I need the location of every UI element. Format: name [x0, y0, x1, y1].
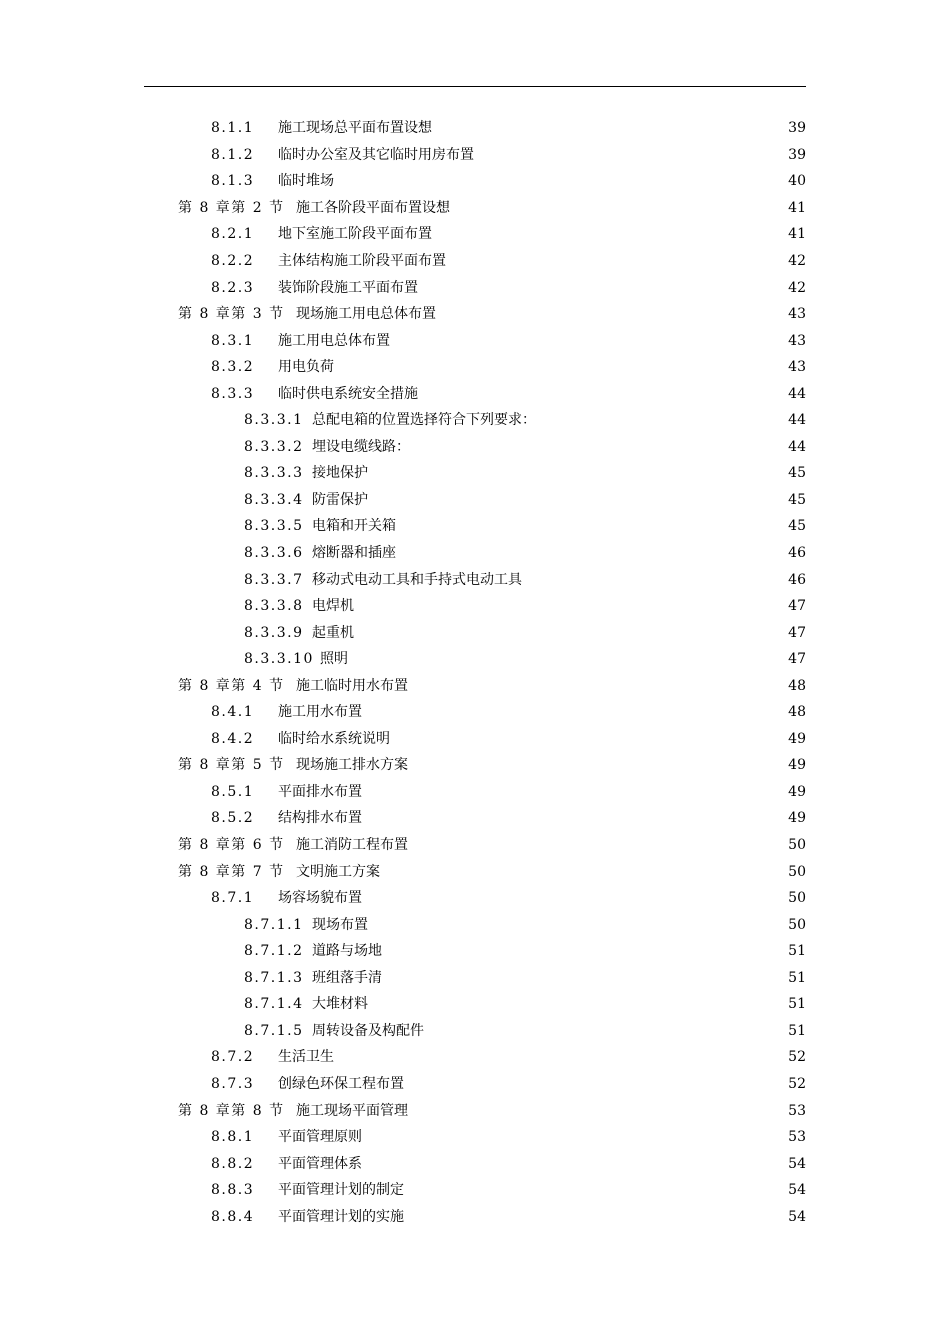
toc-dot-leader — [412, 839, 774, 853]
toc-entry-title: 电箱和开关箱 — [312, 518, 396, 535]
toc-entry-page-number: 39 — [788, 120, 806, 137]
toc-entry-page-number: 51 — [788, 996, 806, 1013]
toc-entry[interactable] — [0, 513, 950, 540]
toc-dot-leader — [540, 414, 774, 428]
toc-entry[interactable] — [0, 965, 950, 992]
toc-entry-number: 8.3.3 — [211, 385, 255, 402]
toc-dot-leader — [428, 1025, 774, 1039]
toc-entry-page-number: 45 — [788, 491, 806, 508]
toc-entry-page-number: 43 — [788, 306, 806, 323]
toc-entry[interactable] — [0, 938, 950, 965]
toc-entry-title: 主体结构施工阶段平面布置 — [278, 253, 446, 269]
toc-entry-title: 装饰阶段施工平面布置 — [278, 279, 418, 296]
toc-entry-number: 8.3.3.3 — [244, 465, 304, 482]
toc-entry-number: 8.7.1.2 — [244, 943, 304, 960]
toc-entry-number: 8.8.2 — [211, 1155, 255, 1172]
toc-entry[interactable] — [0, 885, 950, 912]
toc-entry[interactable] — [0, 1018, 950, 1045]
toc-entry[interactable] — [0, 327, 950, 354]
toc-entry-number: 8.2.3 — [211, 279, 255, 296]
table-of-contents — [0, 115, 950, 1230]
toc-dot-leader — [338, 175, 774, 189]
toc-entry-number: 第 8 章第 7 节 — [178, 863, 285, 880]
toc-entry[interactable] — [0, 646, 950, 673]
toc-entry[interactable] — [0, 805, 950, 832]
toc-entry-page-number: 52 — [788, 1075, 806, 1092]
toc-entry[interactable] — [0, 911, 950, 938]
toc-entry-page-number: 46 — [788, 571, 806, 588]
toc-entry-title: 施工各阶段平面布置设想 — [296, 199, 450, 216]
toc-entry[interactable] — [0, 832, 950, 859]
toc-entry[interactable] — [0, 301, 950, 328]
toc-dot-leader — [440, 308, 774, 322]
toc-entry-page-number: 51 — [788, 1022, 806, 1039]
toc-entry-page-number: 49 — [788, 757, 806, 774]
toc-dot-leader — [436, 122, 774, 136]
toc-entry-title: 平面管理体系 — [278, 1155, 362, 1172]
toc-entry-page-number: 53 — [788, 1129, 806, 1146]
toc-entry-number: 8.7.3 — [211, 1075, 255, 1092]
toc-entry-page-number: 43 — [788, 332, 806, 349]
toc-entry[interactable] — [0, 168, 950, 195]
toc-entry[interactable] — [0, 672, 950, 699]
toc-dot-leader — [436, 228, 774, 242]
toc-entry-number: 8.1.2 — [211, 146, 255, 163]
toc-entry[interactable] — [0, 221, 950, 248]
toc-entry-number: 8.7.1 — [211, 890, 255, 907]
toc-entry-number: 8.7.2 — [211, 1049, 255, 1066]
toc-dot-leader — [338, 1051, 774, 1065]
toc-entry-title: 熔断器和插座 — [312, 545, 396, 562]
toc-entry[interactable] — [0, 699, 950, 726]
toc-entry-page-number: 54 — [788, 1208, 806, 1225]
toc-entry-title: 地下室施工阶段平面布置 — [278, 226, 432, 243]
toc-entry[interactable] — [0, 248, 950, 275]
toc-entry[interactable] — [0, 1097, 950, 1124]
toc-entry-title: 创绿色环保工程布置 — [278, 1075, 404, 1092]
toc-entry[interactable] — [0, 407, 950, 434]
toc-entry-number: 8.1.3 — [211, 173, 255, 190]
toc-dot-leader — [422, 388, 774, 402]
toc-dot-leader — [338, 361, 774, 375]
toc-entry-title: 临时供电系统安全措施 — [278, 385, 418, 402]
toc-entry-page-number: 42 — [788, 279, 806, 296]
toc-entry-title: 施工现场总平面布置设想 — [278, 120, 432, 137]
toc-entry-number: 8.1.1 — [211, 120, 255, 137]
toc-entry-title: 用电负荷 — [278, 359, 334, 376]
toc-dot-leader — [412, 1105, 774, 1119]
toc-entry[interactable] — [0, 115, 950, 142]
toc-entry-page-number: 41 — [788, 226, 806, 243]
toc-dot-leader — [386, 945, 774, 959]
toc-entry-number: 8.8.1 — [211, 1129, 255, 1146]
toc-dot-leader — [372, 998, 774, 1012]
toc-entry-number: 8.3.3.7 — [244, 571, 304, 588]
toc-entry-page-number: 44 — [788, 385, 806, 402]
toc-entry-title: 班组落手清 — [312, 969, 382, 986]
toc-entry-number: 8.7.1.3 — [244, 969, 304, 986]
toc-entry-page-number: 50 — [788, 863, 806, 880]
toc-entry[interactable] — [0, 779, 950, 806]
toc-entry-number: 8.3.3.1 — [244, 412, 304, 429]
toc-entry-number: 8.2.2 — [211, 253, 255, 269]
toc-dot-leader — [408, 1184, 774, 1198]
toc-entry-title: 电焊机 — [312, 598, 354, 615]
toc-entry-page-number: 44 — [788, 412, 806, 429]
toc-dot-leader — [394, 335, 774, 349]
toc-entry-title: 施工用电总体布置 — [278, 332, 390, 349]
toc-entry-title: 临时给水系统说明 — [278, 730, 390, 747]
toc-entry-page-number: 50 — [788, 890, 806, 907]
toc-entry-number: 8.3.1 — [211, 332, 255, 349]
toc-entry[interactable] — [0, 1071, 950, 1098]
toc-entry-number: 8.8.3 — [211, 1182, 255, 1199]
toc-entry-number: 8.8.4 — [211, 1208, 255, 1225]
toc-entry-number: 8.4.2 — [211, 730, 255, 747]
toc-entry[interactable] — [0, 354, 950, 381]
toc-entry-title: 平面排水布置 — [278, 783, 362, 800]
toc-dot-leader — [414, 441, 774, 455]
toc-entry-title: 现场施工用电总体布置 — [296, 306, 436, 323]
toc-entry-page-number: 50 — [788, 837, 806, 854]
toc-entry-title: 大堆材料 — [312, 996, 368, 1013]
toc-entry-number: 8.5.1 — [211, 783, 255, 800]
toc-entry[interactable] — [0, 487, 950, 514]
toc-entry-page-number: 44 — [788, 438, 806, 455]
toc-entry-page-number: 50 — [788, 916, 806, 933]
toc-entry-number: 8.7.1.5 — [244, 1022, 304, 1039]
toc-dot-leader — [366, 812, 774, 826]
toc-entry-number: 第 8 章第 2 节 — [178, 199, 285, 216]
toc-entry-title: 周转设备及构配件 — [312, 1022, 424, 1039]
toc-entry-number: 第 8 章第 5 节 — [178, 757, 285, 774]
toc-entry-number: 8.3.3.8 — [244, 598, 304, 615]
toc-entry-title: 埋设电缆线路： — [312, 438, 410, 455]
toc-entry[interactable] — [0, 752, 950, 779]
toc-entry-title: 生活卫生 — [278, 1049, 334, 1066]
toc-entry-page-number: 43 — [788, 359, 806, 376]
toc-dot-leader — [366, 892, 774, 906]
toc-entry-page-number: 42 — [788, 253, 806, 269]
toc-entry-title: 接地保护 — [312, 465, 368, 482]
toc-entry-title: 平面管理计划的实施 — [278, 1208, 404, 1225]
toc-entry-number: 8.7.1.4 — [244, 996, 304, 1013]
toc-dot-leader — [366, 706, 774, 720]
toc-entry[interactable] — [0, 619, 950, 646]
toc-entry-number: 第 8 章第 3 节 — [178, 306, 285, 323]
toc-entry[interactable] — [0, 1044, 950, 1071]
toc-dot-leader — [400, 520, 774, 534]
toc-entry-number: 第 8 章第 4 节 — [178, 677, 285, 694]
toc-entry[interactable] — [0, 1203, 950, 1230]
toc-entry-page-number: 49 — [788, 783, 806, 800]
toc-entry-page-number: 45 — [788, 518, 806, 535]
toc-entry-title: 场容场貌布置 — [278, 890, 362, 907]
header-rule — [144, 86, 806, 87]
toc-entry-page-number: 47 — [788, 624, 806, 641]
toc-dot-leader — [450, 255, 774, 269]
toc-entry-title: 平面管理原则 — [278, 1129, 362, 1146]
toc-entry-title: 起重机 — [312, 624, 354, 641]
toc-entry-title: 施工消防工程布置 — [296, 837, 408, 854]
toc-entry-title: 施工现场平面管理 — [296, 1102, 408, 1119]
toc-entry[interactable] — [0, 434, 950, 461]
toc-entry[interactable] — [0, 566, 950, 593]
toc-entry-title: 施工用水布置 — [278, 704, 362, 721]
toc-entry-page-number: 54 — [788, 1182, 806, 1199]
toc-entry-number: 8.3.3.5 — [244, 518, 304, 535]
toc-dot-leader — [358, 627, 774, 641]
toc-entry-number: 第 8 章第 6 节 — [178, 837, 285, 854]
toc-dot-leader — [352, 653, 774, 667]
toc-entry-title: 临时堆场 — [278, 173, 334, 190]
toc-entry-page-number: 39 — [788, 146, 806, 163]
toc-entry-title: 结构排水布置 — [278, 810, 362, 827]
toc-entry-title: 临时办公室及其它临时用房布置 — [278, 146, 474, 163]
toc-dot-leader — [526, 574, 774, 588]
toc-entry-number: 8.3.3.2 — [244, 438, 304, 455]
toc-entry-number: 8.3.3.6 — [244, 545, 304, 562]
toc-entry-number: 8.2.1 — [211, 226, 255, 243]
toc-dot-leader — [478, 149, 774, 163]
toc-entry-title: 道路与场地 — [312, 943, 382, 960]
toc-dot-leader — [454, 202, 774, 216]
toc-entry-title: 施工临时用水布置 — [296, 677, 408, 694]
toc-entry-title: 平面管理计划的制定 — [278, 1182, 404, 1199]
toc-dot-leader — [372, 919, 774, 933]
toc-entry[interactable] — [0, 726, 950, 753]
toc-entry-title: 移动式电动工具和手持式电动工具 — [312, 571, 522, 588]
toc-entry-page-number: 49 — [788, 810, 806, 827]
toc-entry-number: 第 8 章第 8 节 — [178, 1102, 285, 1119]
toc-entry-page-number: 48 — [788, 704, 806, 721]
toc-entry[interactable] — [0, 1150, 950, 1177]
toc-entry[interactable] — [0, 142, 950, 169]
toc-dot-leader — [372, 494, 774, 508]
toc-dot-leader — [400, 547, 774, 561]
toc-dot-leader — [366, 786, 774, 800]
toc-entry[interactable] — [0, 274, 950, 301]
toc-dot-leader — [358, 600, 774, 614]
toc-dot-leader — [394, 733, 774, 747]
toc-entry[interactable] — [0, 593, 950, 620]
toc-dot-leader — [408, 1078, 774, 1092]
toc-entry[interactable] — [0, 460, 950, 487]
toc-dot-leader — [366, 1131, 774, 1145]
toc-entry-number: 8.7.1.1 — [244, 916, 304, 933]
toc-entry-number: 8.4.1 — [211, 704, 255, 721]
toc-entry-page-number: 54 — [788, 1155, 806, 1172]
toc-entry[interactable] — [0, 540, 950, 567]
toc-entry-page-number: 53 — [788, 1102, 806, 1119]
toc-dot-leader — [412, 759, 774, 773]
toc-dot-leader — [366, 1158, 774, 1172]
toc-entry-title: 现场布置 — [312, 916, 368, 933]
toc-entry-number: 8.5.2 — [211, 810, 255, 827]
toc-entry[interactable] — [0, 1124, 950, 1151]
toc-entry[interactable] — [0, 380, 950, 407]
toc-entry-page-number: 47 — [788, 651, 806, 668]
toc-entry-page-number: 45 — [788, 465, 806, 482]
toc-entry-page-number: 46 — [788, 545, 806, 562]
toc-entry-page-number: 51 — [788, 969, 806, 986]
toc-entry-page-number: 51 — [788, 943, 806, 960]
toc-entry-page-number: 48 — [788, 677, 806, 694]
toc-entry[interactable] — [0, 991, 950, 1018]
toc-dot-leader — [412, 680, 774, 694]
toc-entry-number: 8.3.2 — [211, 359, 255, 376]
toc-entry-page-number: 47 — [788, 598, 806, 615]
toc-entry[interactable] — [0, 858, 950, 885]
toc-dot-leader — [422, 282, 774, 296]
toc-dot-leader — [408, 1211, 774, 1225]
toc-entry-number: 8.3.3.9 — [244, 624, 304, 641]
toc-entry-title: 文明施工方案 — [296, 863, 380, 880]
toc-dot-leader — [386, 972, 774, 986]
toc-dot-leader — [372, 467, 774, 481]
toc-entry-page-number: 52 — [788, 1049, 806, 1066]
toc-entry[interactable] — [0, 1177, 950, 1204]
toc-entry[interactable] — [0, 195, 950, 222]
toc-entry-number: 8.3.3.10 — [244, 651, 314, 668]
toc-entry-page-number: 49 — [788, 730, 806, 747]
toc-entry-title: 防雷保护 — [312, 491, 368, 508]
toc-entry-number: 8.3.3.4 — [244, 491, 304, 508]
toc-dot-leader — [384, 866, 774, 880]
toc-entry-page-number: 41 — [788, 199, 806, 216]
toc-entry-title: 现场施工排水方案 — [296, 757, 408, 774]
toc-entry-title: 照明 — [320, 651, 348, 668]
toc-entry-title: 总配电箱的位置选择符合下列要求： — [312, 412, 536, 429]
toc-entry-page-number: 40 — [788, 173, 806, 190]
